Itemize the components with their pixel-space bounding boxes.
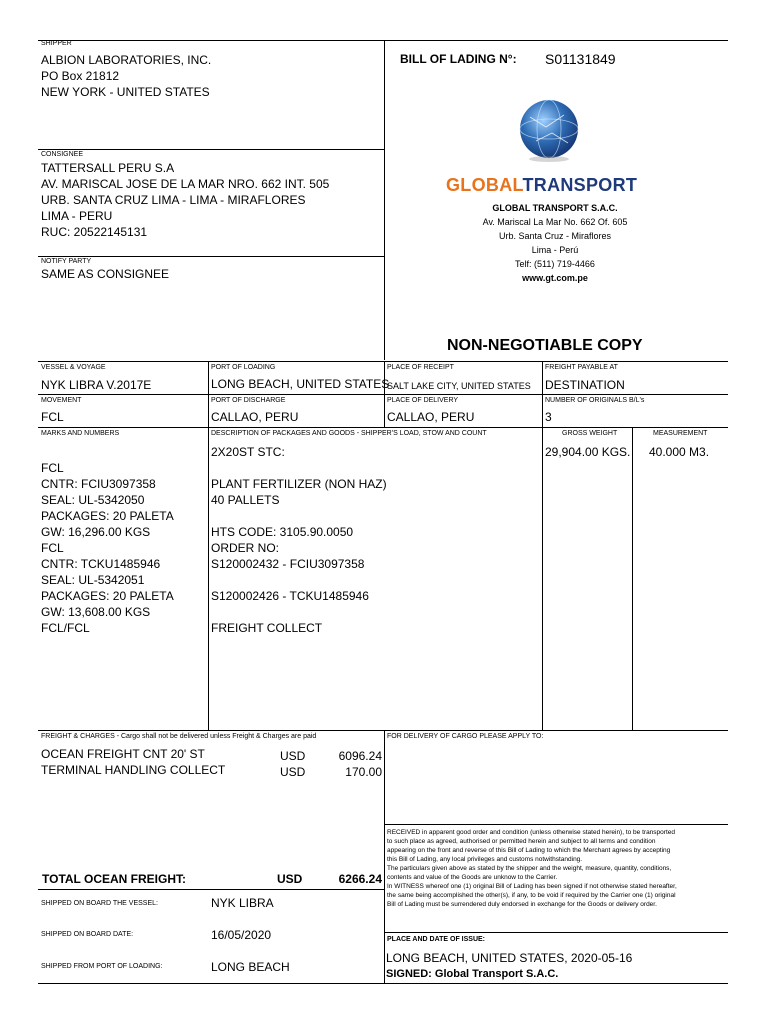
delivery-apply-label: FOR DELIVERY OF CARGO PLEASE APPLY TO:	[387, 733, 544, 740]
issue-value: LONG BEACH, UNITED STATES, 2020-05-16	[386, 951, 633, 965]
terms-line: appearing on the front and reverse of this Bill of Lading to which the Merchant agrees by accepting	[387, 847, 671, 854]
vessel-value: NYK LIBRA V.2017E	[41, 378, 152, 392]
pol-label: PORT OF LOADING	[211, 364, 276, 371]
consignee-address-1: AV. MARISCAL JOSE DE LA MAR NRO. 662 INT. 505	[41, 177, 330, 191]
company-address-3: Lima - Perú	[531, 245, 579, 255]
terms-line: the same being accomplished the other(s), if any, to be void if required by the Carrier one (1) original	[387, 892, 676, 899]
terms-line: RECEIVED in apparent good order and condition (unless otherwise stated herein), to be transported	[387, 829, 675, 836]
originals-label: NUMBER OF ORIGINALS B/L's	[545, 397, 645, 404]
description-block	[211, 444, 387, 636]
freight-at-label: FREIGHT PAYABLE AT	[545, 364, 618, 371]
shipper-label: SHIPPER	[41, 40, 72, 47]
delivery-label: PLACE OF DELIVERY	[387, 397, 459, 404]
terms-line: Bill of Lading must be surrendered duly endorsed in exchange for the Goods or delivery order.	[387, 901, 657, 908]
company-phone: Telf: (511) 719-4466	[515, 259, 595, 269]
shipper-address: PO Box 21812	[41, 69, 120, 83]
desc-line: 2X20ST STC:	[211, 445, 285, 459]
logo-global: GLOBAL	[446, 175, 523, 195]
total-label: TOTAL OCEAN FREIGHT:	[42, 872, 186, 886]
receipt-label: PLACE OF RECEIPT	[387, 364, 454, 371]
charge-currency: USD	[280, 749, 306, 763]
gross-weight-label: GROSS WEIGHT	[562, 430, 618, 437]
marks-line: FCL	[41, 541, 64, 555]
col1-divider	[208, 361, 209, 730]
charges-top-line	[38, 730, 728, 731]
marks-line: PACKAGES: 20 PALETA	[41, 509, 174, 523]
terms-line: this Bill of Lading, any local privileges and customs notwithstanding.	[387, 856, 583, 863]
shipper-name: ALBION LABORATORIES, INC.	[41, 53, 212, 67]
globe-logo-icon	[516, 97, 582, 163]
bottom-border	[38, 983, 728, 984]
pod-value: CALLAO, PERU	[211, 410, 299, 424]
pod-label: PORT OF DISCHARGE	[211, 397, 286, 404]
desc-line: S120002426 - TCKU1485946	[211, 589, 369, 603]
consignee-ruc: RUC: 20522145131	[41, 225, 148, 239]
signed-by: SIGNED: Global Transport S.A.C.	[386, 968, 559, 980]
shipped-date-label: SHIPPED ON BOARD DATE:	[41, 931, 134, 938]
charge-amount: 170.00	[345, 765, 382, 779]
originals-value: 3	[545, 410, 552, 424]
terms-line: The particulars given above as stated by the shipper and the weight, measure, quantity, conditions,	[387, 865, 672, 872]
desc-line: ORDER NO:	[211, 541, 280, 555]
pol-value: LONG BEACH, UNITED STATES	[211, 377, 390, 391]
measurement-label: MEASUREMENT	[653, 430, 708, 437]
charge-amount: 6096.24	[338, 749, 382, 763]
consignee-bottom-line	[38, 256, 384, 257]
company-name: GLOBAL TRANSPORT S.A.C.	[492, 203, 618, 213]
top-border	[38, 40, 728, 41]
bl-label: BILL OF LADING N°:	[400, 52, 517, 66]
consignee-address-2: URB. SANTA CRUZ LIMA - LIMA - MIRAFLORES	[41, 193, 306, 207]
desc-label: DESCRIPTION OF PACKAGES AND GOODS - SHIPPER'S LOAD, STOW AND COUNT	[211, 430, 487, 437]
copy-type: NON-NEGOTIABLE COPY	[447, 337, 643, 354]
marks-line: PACKAGES: 20 PALETA	[41, 589, 174, 603]
total-currency: USD	[277, 872, 303, 886]
marks-block	[41, 460, 174, 636]
desc-line	[211, 460, 387, 476]
shipper-bottom-line	[38, 149, 384, 150]
cargo-top-line	[38, 427, 728, 428]
company-block	[440, 201, 670, 285]
marks-line: CNTR: FCIU3097358	[41, 477, 156, 491]
total-amount: 6266.24	[338, 872, 382, 886]
freight-at-value: DESTINATION	[545, 378, 625, 392]
issue-top-line	[384, 932, 728, 933]
movement-label: MOVEMENT	[41, 397, 82, 404]
bl-number: S01131849	[545, 51, 616, 67]
marks-line: CNTR: TCKU1485946	[41, 557, 161, 571]
shipped-date-value: 16/05/2020	[211, 928, 272, 942]
desc-line: FREIGHT COLLECT	[211, 621, 323, 635]
logo-transport: TRANSPORT	[522, 175, 638, 195]
shipped-port-value: LONG BEACH	[211, 960, 290, 974]
desc-line	[211, 508, 387, 524]
marks-line: SEAL: UL-5342050	[41, 493, 145, 507]
marks-line: SEAL: UL-5342051	[41, 573, 145, 587]
charge-currency: USD	[280, 765, 306, 779]
marks-line: GW: 13,608.00 KGS	[41, 605, 151, 619]
terms-line: to such place as agreed, authorised or permitted herein and subject to all terms and condition	[387, 838, 656, 845]
shipper-block	[41, 52, 211, 100]
terms-block	[387, 828, 677, 909]
company-address-2: Urb. Santa Cruz - Miraflores	[498, 231, 612, 241]
notify-value: SAME AS CONSIGNEE	[41, 267, 170, 281]
charge-desc: TERMINAL HANDLING COLLECT	[41, 763, 226, 777]
desc-line: 40 PALLETS	[211, 493, 280, 507]
marks-line: FCL/FCL	[41, 621, 90, 635]
header-divider	[384, 40, 385, 360]
desc-line	[211, 572, 387, 588]
movement-value: FCL	[41, 410, 64, 424]
shipped-vessel-label: SHIPPED ON BOARD THE VESSEL:	[41, 900, 158, 907]
measurement-value: 40.000 M3.	[649, 445, 710, 459]
charge-desc: OCEAN FREIGHT CNT 20' ST	[41, 747, 205, 761]
desc-line: PLANT FERTILIZER (NON HAZ)	[211, 477, 387, 491]
desc-line	[211, 604, 387, 620]
notify-label: NOTIFY PARTY	[41, 258, 92, 265]
charges-divider	[384, 730, 385, 983]
issue-label: PLACE AND DATE OF ISSUE:	[387, 936, 486, 943]
terms-line: In WITNESS whereof one (1) original Bill of Lading has been signed if not otherwise stated hereafter,	[387, 883, 677, 890]
marks-label: MARKS AND NUMBERS	[41, 430, 120, 437]
col2-divider	[384, 361, 385, 427]
row2-top-line	[38, 394, 728, 395]
marks-line: GW: 16,296.00 KGS	[41, 525, 151, 539]
gross-weight-value: 29,904.00 KGS.	[545, 445, 631, 459]
desc-line: HTS CODE: 3105.90.0050	[211, 525, 354, 539]
shipper-city: NEW YORK - UNITED STATES	[41, 85, 210, 99]
shipped-vessel-value: NYK LIBRA	[211, 896, 274, 910]
logo-text	[446, 175, 637, 196]
delivery-value: CALLAO, PERU	[387, 410, 475, 424]
company-address-1: Av. Mariscal La Mar No. 662 Of. 605	[482, 217, 628, 227]
row1-top-line	[38, 361, 728, 362]
shipped-port-label: SHIPPED FROM PORT OF LOADING:	[41, 963, 163, 970]
consignee-city: LIMA - PERU	[41, 209, 113, 223]
receipt-value: SALT LAKE CITY, UNITED STATES	[387, 381, 531, 391]
col3-divider	[542, 361, 543, 730]
vessel-label: VESSEL & VOYAGE	[41, 364, 106, 371]
terms-line: contents and value of the Goods are unknow to the Carrier.	[387, 874, 558, 881]
col4-divider	[632, 427, 633, 730]
company-web: www.gt.com.pe	[522, 273, 588, 283]
consignee-block	[41, 160, 329, 240]
terms-top-line	[384, 824, 728, 825]
total-bottom-line	[38, 889, 384, 890]
desc-line: S120002432 - FCIU3097358	[211, 557, 365, 571]
consignee-label: CONSIGNEE	[41, 151, 84, 158]
consignee-name: TATTERSALL PERU S.A	[41, 161, 175, 175]
charges-label: FREIGHT & CHARGES - Cargo shall not be delivered unless Freight & Charges are paid	[41, 733, 317, 740]
marks-line: FCL	[41, 461, 64, 475]
